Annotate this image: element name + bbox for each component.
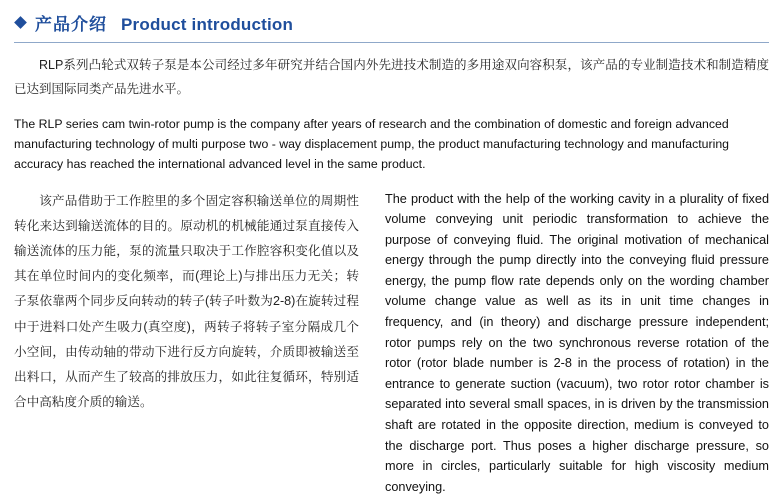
page-title-en: Product introduction bbox=[121, 15, 294, 34]
heading-divider bbox=[14, 42, 769, 43]
intro-paragraph-en: The RLP series cam twin-rotor pump is the company after years of research and the combination of domestic and foreign advanced manufacturing technology of multi purpose two - way displacement pump, the product manufacturing technology and manufacturing accuracy has reached the international advanced level in the same product. bbox=[14, 116, 729, 172]
section-heading bbox=[14, 10, 769, 35]
diamond-bullet-icon bbox=[14, 16, 27, 29]
body-paragraph-en: The product with the help of the working cavity in a plurality of fixed volume conveying unit periodic transformation to achieve the purpose of conveying fluid. The original motivation of mechanical energy through the pump directly into the conveying fluid pressure energy, the pump flow rate depends only on the wording chamber volume change value as well as its in unit time changes in frequency, and (in theory) and discharge pressure independent; rotor pumps rely on the two synchronous reverse rotation of the rotor (rotor blade number is 2-8 in the process of rotation) in the entrance to generate suction (vacuum), two rotor rotor chamber is separated into several small spaces, in is driven by the transmission shaft are rotated in the opposite direction, medium is conveyed to the discharge port. Thus poses a higher discharge pressure, so more in circles, particularly suitable for high viscosity medium conveying. bbox=[385, 191, 769, 494]
body-paragraph-cn: 该产品借助于工作腔里的多个固定容积输送单位的周期性转化来达到输送流体的目的。原动机的机械能通过泵直接传入输送流体的压力能，泵的流量只取决于工作腔容积变化值以及其在单位时间内的变化频率，而(理论上)与排出压力无关；转子泵依靠两个同步反向转动的转子(转子叶数为2-8)在旋转过程中于进料口处产生吸力(真空度)，两转子将转子室分隔成几个小空间，由传动轴的带动下进行反方向旋转，介质即被输送至出料口，从而产生了较高的排放压力，如此往复循环，特别适合中高粘度介质的输送。 bbox=[14, 193, 359, 410]
intro-paragraph-cn: RLP系列凸轮式双转子泵是本公司经过多年研究并结合国内外先进技术制造的多用途双向容积泵，该产品的专业制造技术和制造精度已达到国际同类产品先进水平。 bbox=[14, 58, 769, 97]
page-title-cn: 产品介绍 bbox=[35, 15, 107, 34]
body-columns bbox=[14, 189, 769, 497]
